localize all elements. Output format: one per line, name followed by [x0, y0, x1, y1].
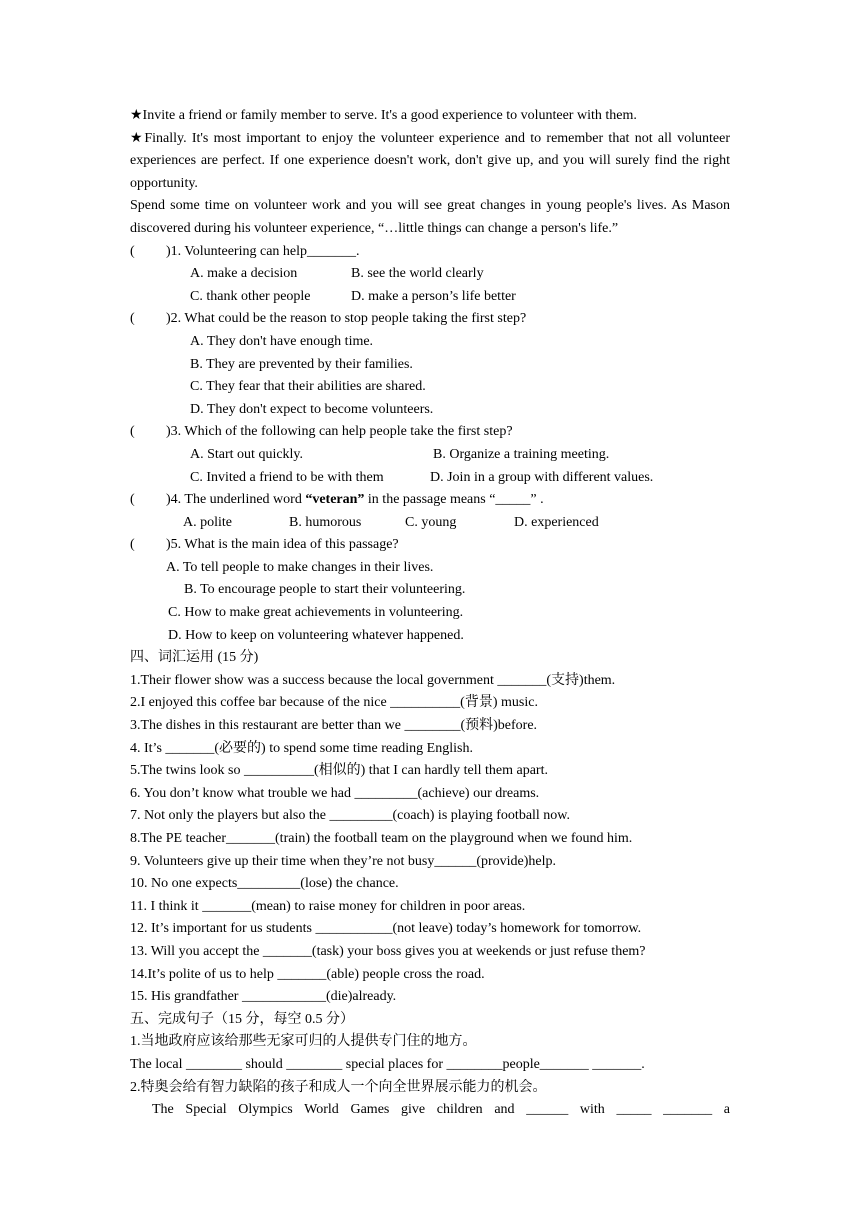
vocab-item: 15. His grandfather ____________(die)already. [130, 989, 397, 1005]
option-d: D. How to keep on volunteering whatever happened. [168, 627, 464, 643]
answer-bracket[interactable]: ( [130, 492, 135, 508]
option-d: D. They don't expect to become volunteers. [190, 401, 434, 417]
answer-bracket[interactable]: ( [130, 311, 135, 327]
sentence-2-chinese: 2.特奥会给有智力缺陷的孩子和成人一个向全世界展示能力的机会。 [130, 1079, 547, 1095]
section-5-heading: 五、完成句子（15 分，每空 0.5 分） [130, 1011, 354, 1027]
option-a: A. Start out quickly. [190, 446, 304, 462]
worksheet-page [130, 105, 730, 1122]
option-b: B. humorous [289, 514, 362, 530]
option-a: A. make a decision [190, 266, 298, 282]
vocab-item: 11. I think it _______(mean) to raise money for children in poor areas. [130, 898, 526, 914]
question-4: ( )4. The underlined word “veteran” in the passage means “_____” . [130, 489, 730, 512]
question-3-options-ab [130, 444, 730, 467]
option-c: C. How to make great achievements in volunteering. [168, 605, 464, 621]
question-5: ( )5. What is the main idea of this passage? [130, 534, 730, 557]
option-d: D. experienced [514, 514, 599, 530]
vocab-item: 2.I enjoyed this coffee bar because of the nice __________(背景) music. [130, 695, 538, 711]
option-b: B. They are prevented by their families. [190, 356, 413, 372]
vocab-item: 4. It’s _______(必要的) to spend some time reading English. [130, 740, 473, 756]
vocab-item: 5.The twins look so __________(相似的) that I can hardly tell them apart. [130, 763, 548, 779]
option-a: A. To tell people to make changes in their lives. [166, 559, 434, 575]
question-4-options [130, 512, 730, 535]
option-c: C. thank other people [190, 288, 311, 304]
vocab-item: 8.The PE teacher_______(train) the football team on the playground when we found him. [130, 831, 633, 846]
answer-bracket[interactable]: ( [130, 424, 135, 440]
vocab-item: 1.Their flower show was a success because the local government _______(支持)them. [130, 672, 616, 688]
question-3: ( )3. Which of the following can help people take the first step? [130, 421, 730, 444]
vocab-item: 3.The dishes in this restaurant are better than we ________(预料)before. [130, 718, 538, 734]
vocab-item: 10. No one expects_________(lose) the chance. [130, 876, 399, 892]
option-c: C. Invited a friend to be with them [190, 469, 384, 485]
answer-bracket[interactable]: ( [130, 243, 135, 259]
option-c: C. They fear that their abilities are shared. [190, 379, 426, 395]
question-1-options-cd [130, 286, 730, 309]
bullet-invite: ★Invite a friend or family member to serve. It's a good experience to volunteer with them. [130, 108, 637, 123]
question-1: ( )1. Volunteering can help_______. [130, 241, 730, 264]
vocab-item: 6. You don’t know what trouble we had _________(achieve) our dreams. [130, 785, 540, 801]
option-d: D. Join in a group with different values. [430, 469, 654, 485]
option-d: D. make a person’s life better [351, 288, 516, 304]
sentence-1-english: The local ________ should ________ special places for ________people_______ _______. [130, 1056, 645, 1072]
option-a: A. polite [183, 514, 232, 530]
question-3-options-cd [130, 467, 730, 490]
option-a: A. They don't have enough time. [190, 333, 374, 349]
option-c: C. young [405, 514, 457, 530]
question-4-stem: 4. The underlined word “veteran” in the passage means “_____” . [170, 492, 544, 508]
vocab-item: 9. Volunteers give up their time when they’re not busy______(provide)help. [130, 853, 557, 869]
sentence-1-chinese: 1.当地政府应该给那些无家可归的人提供专门住的地方。 [130, 1034, 477, 1050]
answer-bracket[interactable]: ( [130, 537, 135, 553]
option-b: B. To encourage people to start their volunteering. [184, 582, 466, 598]
question-5-stem: 5. What is the main idea of this passage? [170, 537, 399, 553]
option-b: B. see the world clearly [351, 266, 484, 282]
vocab-item: 12. It’s important for us students ___________(not leave) today’s homework for tomorrow. [130, 921, 642, 937]
option-b: B. Organize a training meeting. [433, 446, 610, 462]
bullet-finally: ★Finally. It's most important to enjoy the volunteer experience and to remember that not all volunteer experiences are perfect. If one experience doesn't work, don't give up, and you will surely find the right opportunity. [130, 130, 730, 191]
vocab-item: 7. Not only the players but also the _________(coach) is playing football now. [130, 808, 571, 824]
closing-paragraph: Spend some time on volunteer work and you will see great changes in young people's lives. As Mason discovered during his volunteer experience, “…little things can change a person's life.” [130, 198, 730, 236]
vocab-item: 13. Will you accept the _______(task) your boss gives you at weekends or just refuse them? [130, 943, 646, 959]
underlined-word: “veteran” [305, 492, 365, 508]
question-1-options-ab [130, 263, 730, 286]
question-2: ( )2. What could be the reason to stop people taking the first step? [130, 308, 730, 331]
vocab-item: 14.It’s polite of us to help _______(able) people cross the road. [130, 966, 485, 982]
sentence-2-english: The Special Olympics World Games give children and ______ with _____ _______ a [152, 1102, 730, 1118]
question-1-stem: 1. Volunteering can help_______. [170, 243, 360, 259]
section-4-heading: 四、词汇运用 (15 分) [130, 650, 259, 666]
question-3-stem: 3. Which of the following can help people take the first step? [170, 424, 513, 440]
question-2-stem: 2. What could be the reason to stop people taking the first step? [170, 311, 527, 327]
